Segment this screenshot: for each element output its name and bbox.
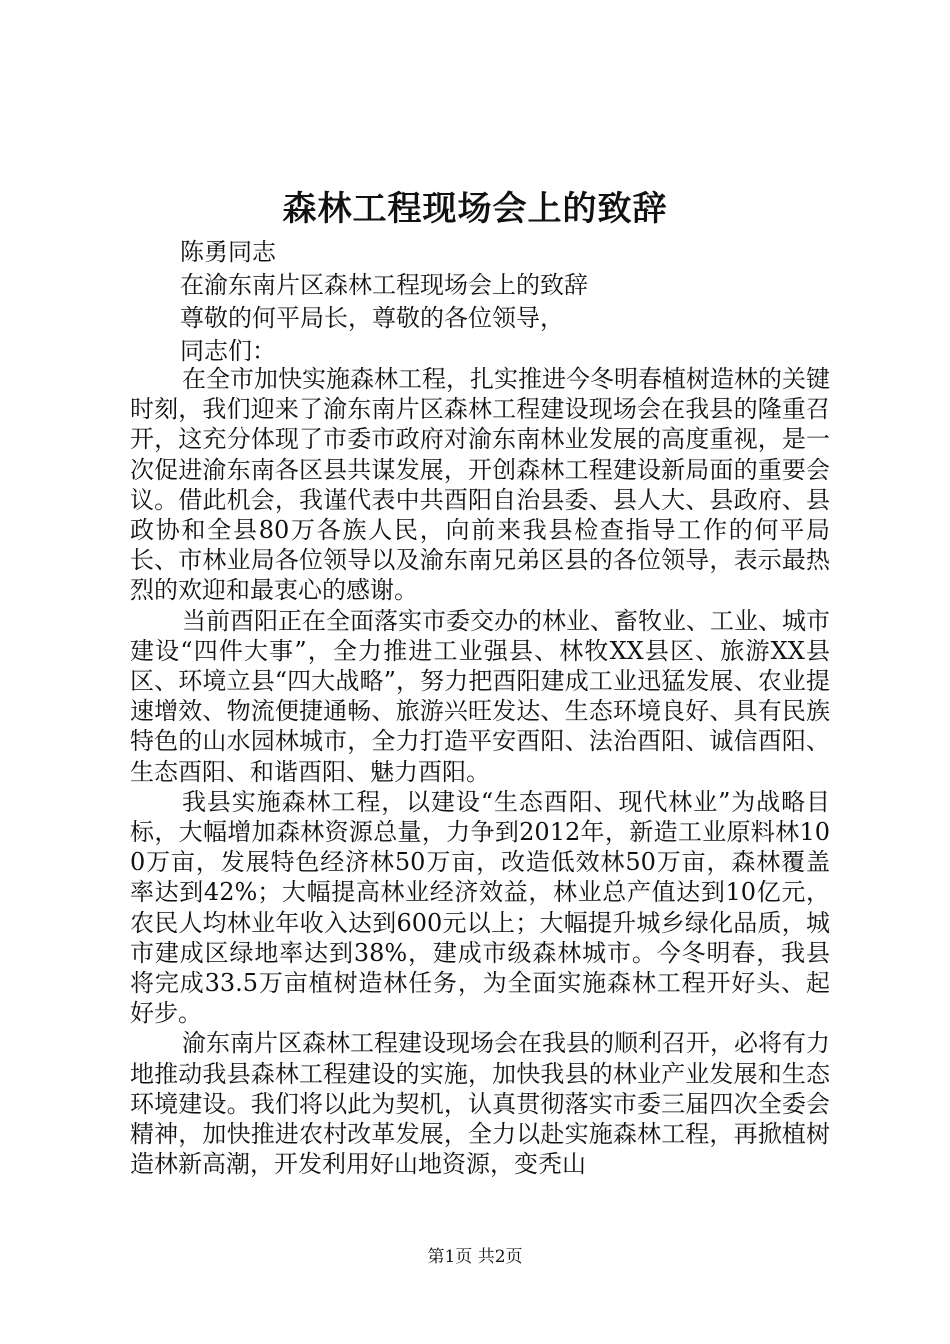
document-title: 森林工程现场会上的致辞 [282,189,668,229]
author-line: 陈勇同志 [180,238,276,266]
document-body [130,364,830,1179]
paragraph-4: 渝东南片区森林工程建设现场会在我县的顺利召开，必将有力地推动我县森林工程建设的实施，加快我县的林业产业发展和生态环境建设。我们将以此为契机，认真贯彻落实市委三届四次全委会精神，加快推进农村改革发展，全力以赴实施森林工程，再掀植树造林新高潮，开发利用好山地资源，变秃山 [130,1029,830,1179]
paragraph-2: 当前酉阳正在全面落实市委交办的林业、畜牧业、工业、城市建设“四件大事”，全力推进工业强县、林牧XX县区、旅游XX县区、环境立县“四大战略”，努力把酉阳建成工业迅猛发展、农业提速增效、物流便捷通畅、旅游兴旺发达、生态环境良好、具有民族特色的山水园林城市，全力打造平安酉阳、法治酉阳、诚信酉阳、生态酉阳、和谐酉阳、魅力酉阳。 [130,606,830,786]
subtitle-line: 在渝东南片区森林工程现场会上的致辞 [180,271,588,299]
paragraph-3: 我县实施森林工程，以建设“生态酉阳、现代林业”为战略目标，大幅增加森林资源总量，力争到2012年，新造工业原料林100万亩，发展特色经济林50万亩，改造低效林50万亩，森林覆盖率达到42%；大幅提高林业经济效益，林业总产值达到10亿元，农民人均林业年收入达到600元以上；大幅提升城乡绿化品质，城市建成区绿地率达到38%，建成市级森林城市。今冬明春，我县将完成33.5万亩植树造林任务，为全面实施森林工程开好头、起好步。 [130,787,830,1028]
greeting-line: 同志们： [180,337,276,365]
paragraph-1: 在全市加快实施森林工程，扎实推进今冬明春植树造林的关键时刻，我们迎来了渝东南片区森林工程建设现场会在我县的隆重召开，这充分体现了市委市政府对渝东南林业发展的高度重视，是一次促进渝东南各区县共谋发展，开创森林工程建设新局面的重要会议。借此机会，我谨代表中共酉阳自治县委、县人大、县政府、县政协和全县80万各族人民，向前来我县检查指导工作的何平局长、市林业局各位领导以及渝东南兄弟区县的各位领导，表示最热烈的欢迎和最衷心的感谢。 [130,365,830,605]
page-footer: 第1页 共2页 [427,1247,523,1267]
salutation-line: 尊敬的何平局长，尊敬的各位领导， [180,304,564,332]
header-block [180,236,840,368]
